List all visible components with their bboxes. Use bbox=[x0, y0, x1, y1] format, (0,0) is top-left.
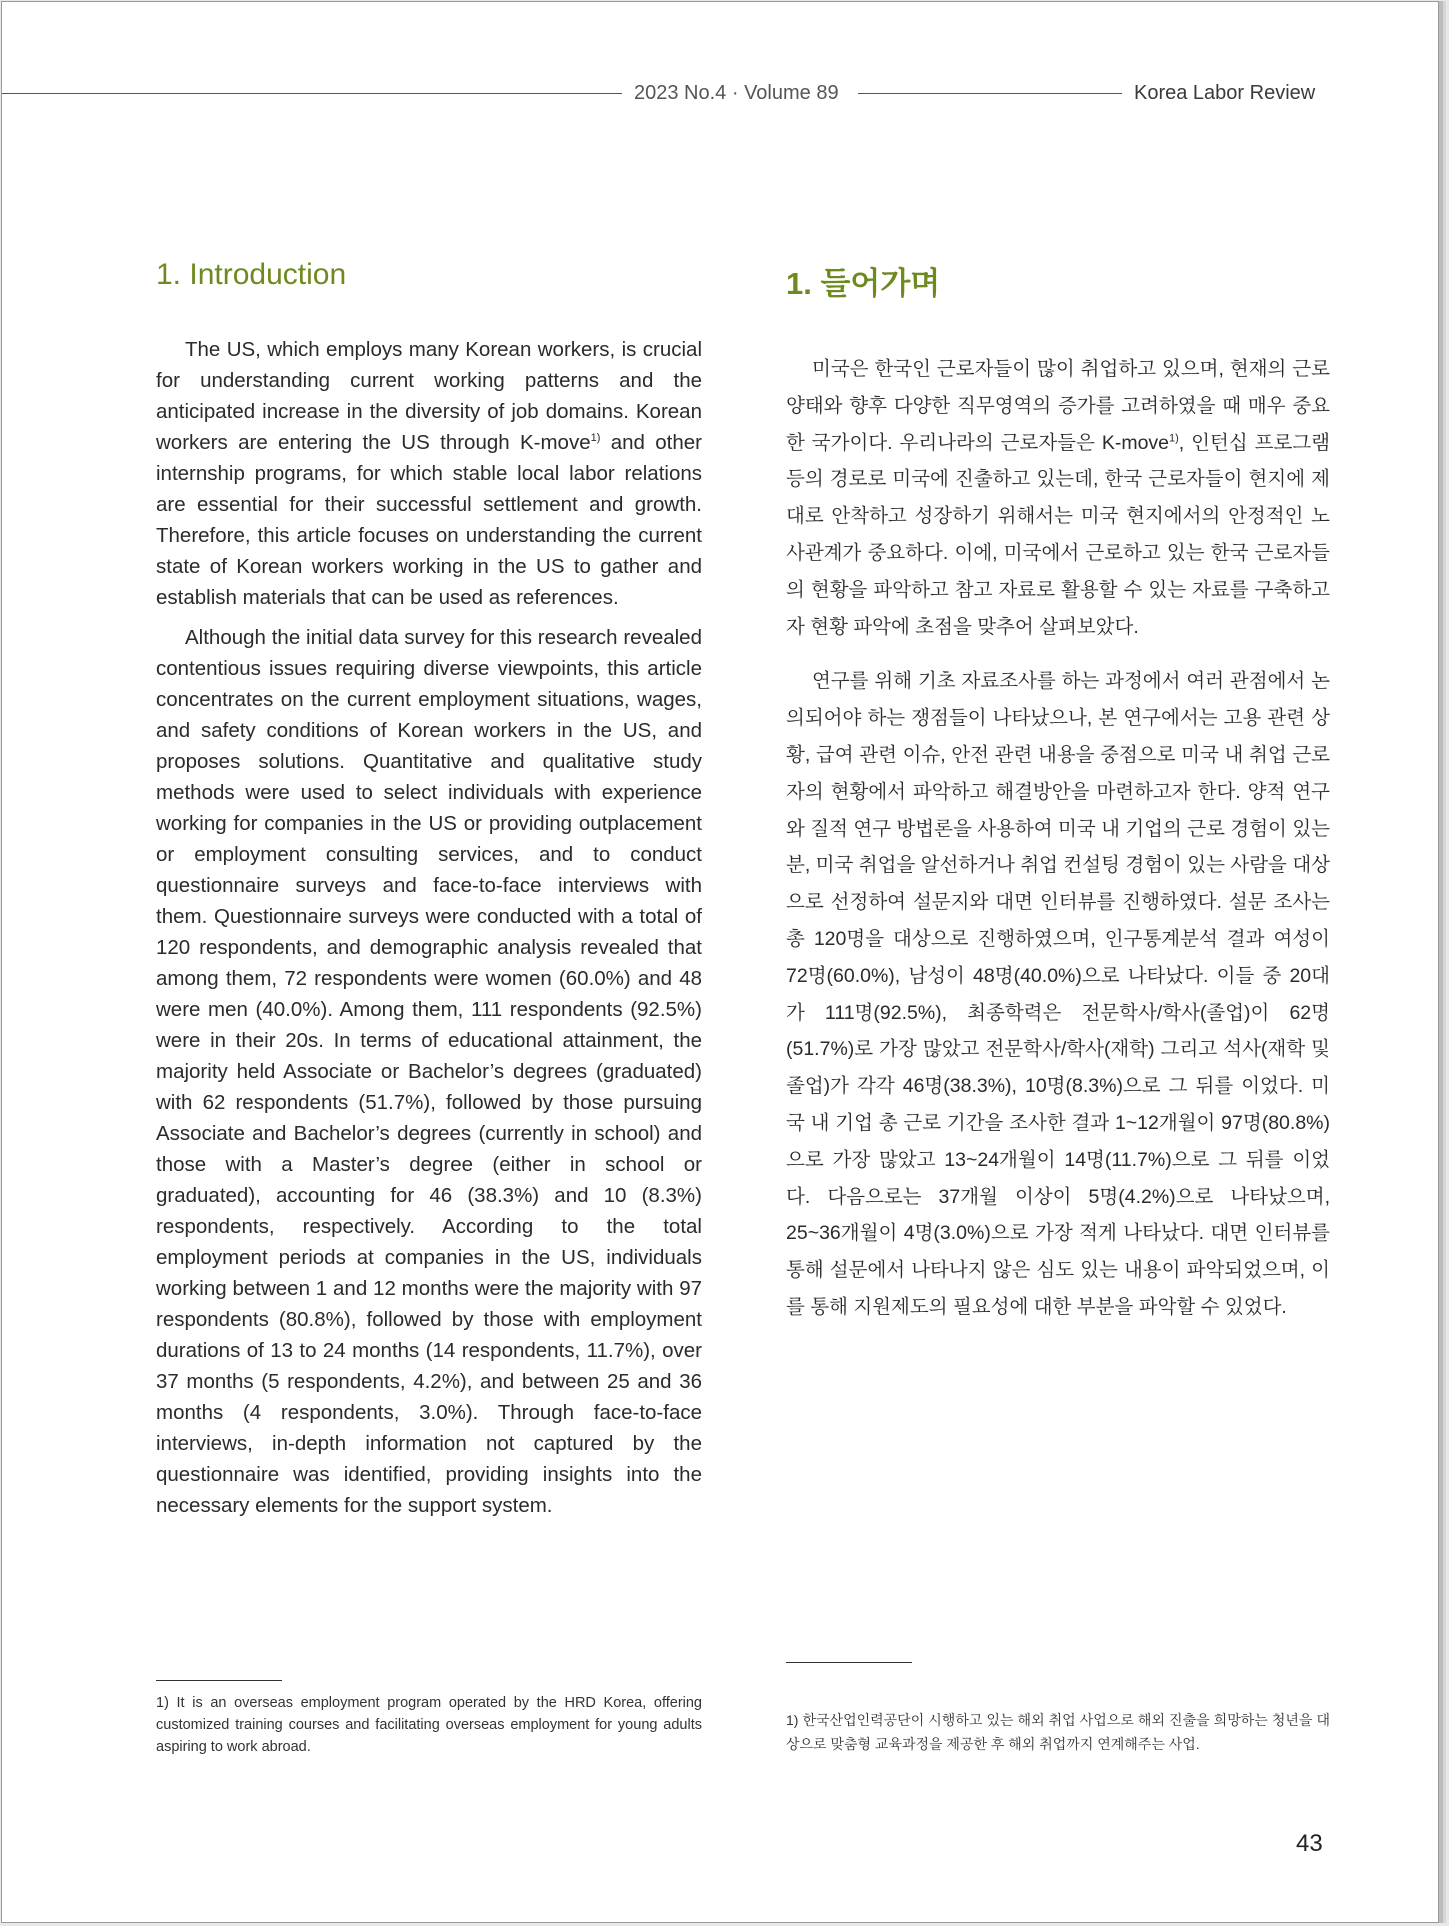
english-footnote-ref[interactable]: 1) bbox=[590, 432, 601, 445]
korean-footnote: 1) 한국산업인력공단이 시행하고 있는 해외 취업 사업으로 해외 진출을 희망하는 청년을 대상으로 맞춤형 교육과정을 제공한 후 해외 취업까지 연계해주는 사업. bbox=[786, 1712, 1330, 1752]
header-rule-left bbox=[2, 93, 622, 94]
english-p1-text-a: The US, which employs many Korean workers, is crucial for understanding current working patterns and the anticipated increase in the diversity of job domains. Korean workers are entering the US through K-move bbox=[156, 338, 702, 454]
korean-section-heading: 1. 들어가며 bbox=[786, 266, 941, 301]
issue-label: 2023 No.4 · Volume 89 bbox=[634, 82, 839, 104]
korean-footnote-ref[interactable]: 1) bbox=[1169, 432, 1179, 445]
korean-footnote-rule bbox=[786, 1662, 912, 1663]
english-section-heading: 1. Introduction bbox=[156, 258, 347, 291]
korean-p1-text-a: 미국은 한국인 근로자들이 많이 취업하고 있으며, 현재의 근로 양태와 향후 다양한 직무영역의 증가를 고려하였을 때 매우 중요한 국가이다. 우리나라의 근로자들은 K-move bbox=[786, 358, 1330, 454]
english-column bbox=[156, 258, 702, 1530]
running-header bbox=[2, 82, 1438, 106]
journal-title: Korea Labor Review bbox=[1134, 82, 1316, 104]
english-p1-text-b: and other internship programs, for which stable local labor relations are essential for their successful settlement and growth. Therefore, this article focuses on understanding the current state of Korean workers working in the US to gather and establish materials that can be used as references. bbox=[156, 431, 702, 609]
korean-paragraph-2: 연구를 위해 기초 자료조사를 하는 과정에서 여러 관점에서 논의되어야 하는 쟁점들이 나타났으나, 본 연구에서는 고용 관련 상황, 급여 관련 이슈, 안전 관련 내용을 중점으로 미국 내 취업 근로자의 현황에서 파악하고 해결방안을 마련하고자 한다. 양적 연구와 질적 연구 방법론을 사용하여 미국 내 기업의 근로 경험이 있는 분, 미국 취업을 알선하거나 취업 컨설팅 경험이 있는 사람을 대상으로 선정하여 설문지와 대면 인터뷰를 진행하였다. 설문 조사는 총 120명을 대상으로 진행하였으며, 인구통계분석 결과 여성이 72명(60.0%), 남성이 48명(40.0%)으로 나타났다. 이들 중 20대가 111명(92.5%), 최종학력은 전문학사/학사(졸업)이 62명(51.7%)로 가장 많았고 전문학사/학사(재학) 그리고 석사(재학 및 졸업)가 각각 46명(38.3%), 10명(8.3%)으로 그 뒤를 이었다. 미국 내 기업 총 근로 기간을 조사한 결과 1~12개월이 97명(80.8%)으로 가장 많았고 13~24개월이 14명(11.7%)으로 그 뒤를 이었다. 다음으로는 37개월 이상이 5명(4.2%)으로 나타났으며, 25~36개월이 4명(3.0%)으로 가장 적게 나타났다. 대면 인터뷰를 통해 설문에서 나타나지 않은 심도 있는 내용이 파악되었으며, 이를 통해 지원제도의 필요성에 대한 부분을 파악할 수 있었다. bbox=[786, 670, 1330, 1318]
korean-column bbox=[786, 258, 1330, 1344]
korean-p1-text-b: , 인턴십 프로그램 등의 경로로 미국에 진출하고 있는데, 한국 근로자들이 현지에 제대로 안착하고 성장하기 위해서는 미국 현지에서의 안정적인 노사관계가 중요하다. 이에, 미국에서 근로하고 있는 한국 근로자들의 현황을 파악하고 참고 자료로 활용할 수 있는 자료를 구축하고자 현황 파악에 초점을 맞추어 살펴보았다. bbox=[786, 431, 1330, 638]
header-rule-right bbox=[858, 93, 1122, 94]
page-number: 43 bbox=[1296, 1830, 1323, 1857]
english-footnote: 1) It is an overseas employment program operated by the HRD Korea, offering customized training courses and facilitating overseas employment for young adults aspiring to work abroad. bbox=[156, 1695, 702, 1755]
english-paragraph-2: Although the initial data survey for this research revealed contentious issues requiring diverse viewpoints, this article concentrates on the current employment situations, wages, and safety conditions of Korean workers in the US, and proposes solutions. Quantitative and qualitative study methods were used to select individuals with experience working for companies in the US or providing outplacement or employment consulting services, and to conduct questionnaire surveys and face-to-face interviews with them. Questionnaire surveys were conducted with a total of 120 respondents, and demographic analysis revealed that among them, 72 respondents were women (60.0%) and 48 were men (40.0%). Among them, 111 respondents (92.5%) were in their 20s. In terms of educational attainment, the majority held Associate or Bachelor’s degrees (graduated) with 62 respondents (51.7%), followed by those pursuing Associate and Bachelor’s degrees (currently in school) and those with a Master’s degree (either in school or graduated), accounting for 46 (38.3%) and 10 (8.3%) respondents, respectively. According to the total employment periods at companies in the US, individuals working between 1 and 12 months were the majority with 97 respondents (80.8%), followed by those with employment durations of 13 to 24 months (14 respondents, 11.7%), over 37 months (5 respondents, 4.2%), and between 25 and 36 months (4 respondents, 3.0%). Through face-to-face interviews, in-depth information not captured by the questionnaire was identified, providing insights into the necessary elements for the support system. bbox=[156, 626, 702, 1517]
korean-paragraph-1 bbox=[786, 351, 1330, 645]
english-paragraph-1 bbox=[156, 334, 702, 613]
english-footnote-rule bbox=[156, 1680, 282, 1681]
page bbox=[1, 1, 1439, 1923]
